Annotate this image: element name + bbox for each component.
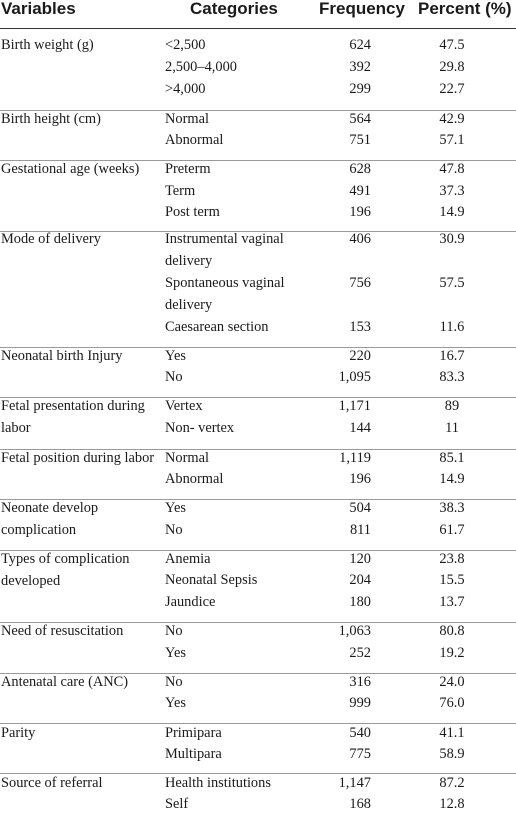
group-divider bbox=[0, 723, 516, 724]
frequency-cell: 1,171 bbox=[338, 398, 371, 414]
variable-label: Birth height (cm) bbox=[1, 111, 101, 127]
category-cell: Non- vertex bbox=[165, 420, 235, 436]
frequency-cell: 180 bbox=[349, 594, 371, 610]
frequency-cell: 775 bbox=[349, 746, 371, 762]
percent-cell: 80.8 bbox=[439, 623, 465, 639]
variable-label: Parity bbox=[1, 725, 36, 741]
percent-cell: 42.9 bbox=[439, 111, 465, 127]
frequency-cell: 491 bbox=[349, 183, 371, 199]
category-cell: Instrumental vaginal delivery bbox=[165, 231, 284, 269]
category-cell: Term bbox=[165, 183, 196, 199]
category-cell: Yes bbox=[165, 645, 186, 661]
percent-cell: 24.0 bbox=[439, 674, 465, 690]
category-cell: No bbox=[165, 522, 183, 538]
percent-cell: 38.3 bbox=[439, 500, 465, 516]
group-divider bbox=[0, 449, 516, 450]
frequency-cell: 406 bbox=[349, 231, 371, 247]
category-cell: Jaundice bbox=[165, 594, 216, 610]
category-cell: No bbox=[165, 369, 183, 385]
percent-cell: 11.6 bbox=[439, 319, 465, 335]
category-cell: <2,500 bbox=[165, 37, 206, 53]
category-cell: Preterm bbox=[165, 161, 211, 177]
frequency-cell: 564 bbox=[349, 111, 371, 127]
frequency-cell: 624 bbox=[349, 37, 371, 53]
variable-label: Need of resuscitation bbox=[1, 623, 124, 639]
percent-cell: 57.1 bbox=[439, 132, 465, 148]
variable-label: Mode of delivery bbox=[1, 231, 101, 247]
category-cell: Post term bbox=[165, 204, 220, 220]
header-frequency: Frequency bbox=[319, 0, 405, 18]
frequency-cell: 299 bbox=[349, 81, 371, 97]
category-cell: >4,000 bbox=[165, 81, 206, 97]
percent-cell: 14.9 bbox=[439, 204, 465, 220]
category-cell: No bbox=[165, 623, 183, 639]
percent-cell: 47.5 bbox=[439, 37, 465, 53]
percent-cell: 89 bbox=[444, 398, 460, 414]
frequency-cell: 628 bbox=[349, 161, 371, 177]
category-cell: Health institutions bbox=[165, 775, 271, 791]
percent-cell: 47.8 bbox=[439, 161, 465, 177]
frequency-cell: 196 bbox=[349, 471, 371, 487]
group-divider bbox=[0, 622, 516, 623]
variable-label: Neonatal birth Injury bbox=[1, 348, 123, 364]
variable-label: Source of referral bbox=[1, 775, 103, 791]
category-cell: Abnormal bbox=[165, 471, 224, 487]
frequency-cell: 220 bbox=[349, 348, 371, 364]
frequency-cell: 1,119 bbox=[339, 450, 371, 466]
category-cell: Normal bbox=[165, 111, 209, 127]
percent-cell: 85.1 bbox=[439, 450, 465, 466]
category-cell: Yes bbox=[165, 348, 186, 364]
header-rule bbox=[0, 28, 516, 29]
frequency-cell: 144 bbox=[349, 420, 371, 436]
frequency-cell: 811 bbox=[349, 522, 371, 538]
percent-cell: 23.8 bbox=[439, 551, 465, 567]
category-cell: No bbox=[165, 674, 183, 690]
percent-cell: 12.8 bbox=[439, 796, 465, 812]
percent-cell: 13.7 bbox=[439, 594, 465, 610]
percent-cell: 15.5 bbox=[439, 572, 465, 588]
percent-cell: 11 bbox=[445, 420, 459, 436]
percent-cell: 30.9 bbox=[439, 231, 465, 247]
frequency-cell: 1,063 bbox=[338, 623, 371, 639]
percent-cell: 58.9 bbox=[439, 746, 465, 762]
group-divider bbox=[0, 231, 516, 232]
category-cell: Anemia bbox=[165, 551, 211, 567]
category-cell: Caesarean section bbox=[165, 319, 269, 335]
category-cell: Normal bbox=[165, 450, 209, 466]
table-header bbox=[0, 0, 516, 28]
frequency-cell: 196 bbox=[349, 204, 371, 220]
category-cell: Neonatal Sepsis bbox=[165, 572, 258, 588]
category-cell: Vertex bbox=[165, 398, 203, 414]
header-percent: Percent (%) bbox=[418, 0, 512, 18]
category-cell: Primipara bbox=[165, 725, 222, 741]
frequency-cell: 153 bbox=[349, 319, 371, 335]
variable-label: Fetal presentation during labor bbox=[1, 398, 145, 436]
percent-cell: 16.7 bbox=[439, 348, 465, 364]
variable-label: Fetal position during labor bbox=[1, 450, 155, 466]
percent-cell: 19.2 bbox=[439, 645, 465, 661]
header-categories: Categories bbox=[190, 0, 278, 18]
variable-label: Types of complication developed bbox=[1, 551, 130, 589]
frequency-cell: 999 bbox=[349, 695, 371, 711]
frequency-cell: 316 bbox=[349, 674, 371, 690]
percent-cell: 41.1 bbox=[439, 725, 465, 741]
variable-label: Gestational age (weeks) bbox=[1, 161, 140, 177]
category-cell: Self bbox=[165, 796, 189, 812]
variable-label: Birth weight (g) bbox=[1, 37, 94, 53]
percent-cell: 61.7 bbox=[439, 522, 465, 538]
percent-cell: 22.7 bbox=[439, 81, 465, 97]
frequency-cell: 120 bbox=[349, 551, 371, 567]
frequency-cell: 504 bbox=[349, 500, 371, 516]
frequency-cell: 168 bbox=[349, 796, 371, 812]
frequency-cell: 204 bbox=[349, 572, 371, 588]
variable-label: Antenatal care (ANC) bbox=[1, 674, 129, 690]
frequency-cell: 751 bbox=[349, 132, 371, 148]
variable-label: Neonate develop complication bbox=[1, 500, 99, 538]
percent-cell: 37.3 bbox=[439, 183, 465, 199]
group-divider bbox=[0, 347, 516, 348]
category-cell: Abnormal bbox=[165, 132, 224, 148]
frequency-cell: 252 bbox=[349, 645, 371, 661]
frequency-cell: 392 bbox=[349, 59, 371, 75]
group-divider bbox=[0, 160, 516, 161]
percent-cell: 57.5 bbox=[439, 275, 465, 291]
percent-cell: 29.8 bbox=[439, 59, 465, 75]
percent-cell: 14.9 bbox=[439, 471, 465, 487]
category-cell: Spontaneous vaginal delivery bbox=[165, 275, 285, 313]
frequency-cell: 756 bbox=[349, 275, 371, 291]
category-cell: 2,500–4,000 bbox=[165, 59, 237, 75]
percent-cell: 83.3 bbox=[439, 369, 465, 385]
frequency-cell: 540 bbox=[349, 725, 371, 741]
header-variables: Variables bbox=[1, 0, 76, 18]
group-divider bbox=[0, 773, 516, 774]
frequency-cell: 1,147 bbox=[338, 775, 371, 791]
category-cell: Yes bbox=[165, 695, 186, 711]
group-divider bbox=[0, 499, 516, 500]
group-divider bbox=[0, 110, 516, 111]
category-cell: Yes bbox=[165, 500, 186, 516]
group-divider bbox=[0, 397, 516, 398]
group-divider bbox=[0, 550, 516, 551]
percent-cell: 87.2 bbox=[439, 775, 465, 791]
category-cell: Multipara bbox=[165, 746, 222, 762]
group-divider bbox=[0, 673, 516, 674]
frequency-cell: 1,095 bbox=[338, 369, 371, 385]
percent-cell: 76.0 bbox=[439, 695, 465, 711]
